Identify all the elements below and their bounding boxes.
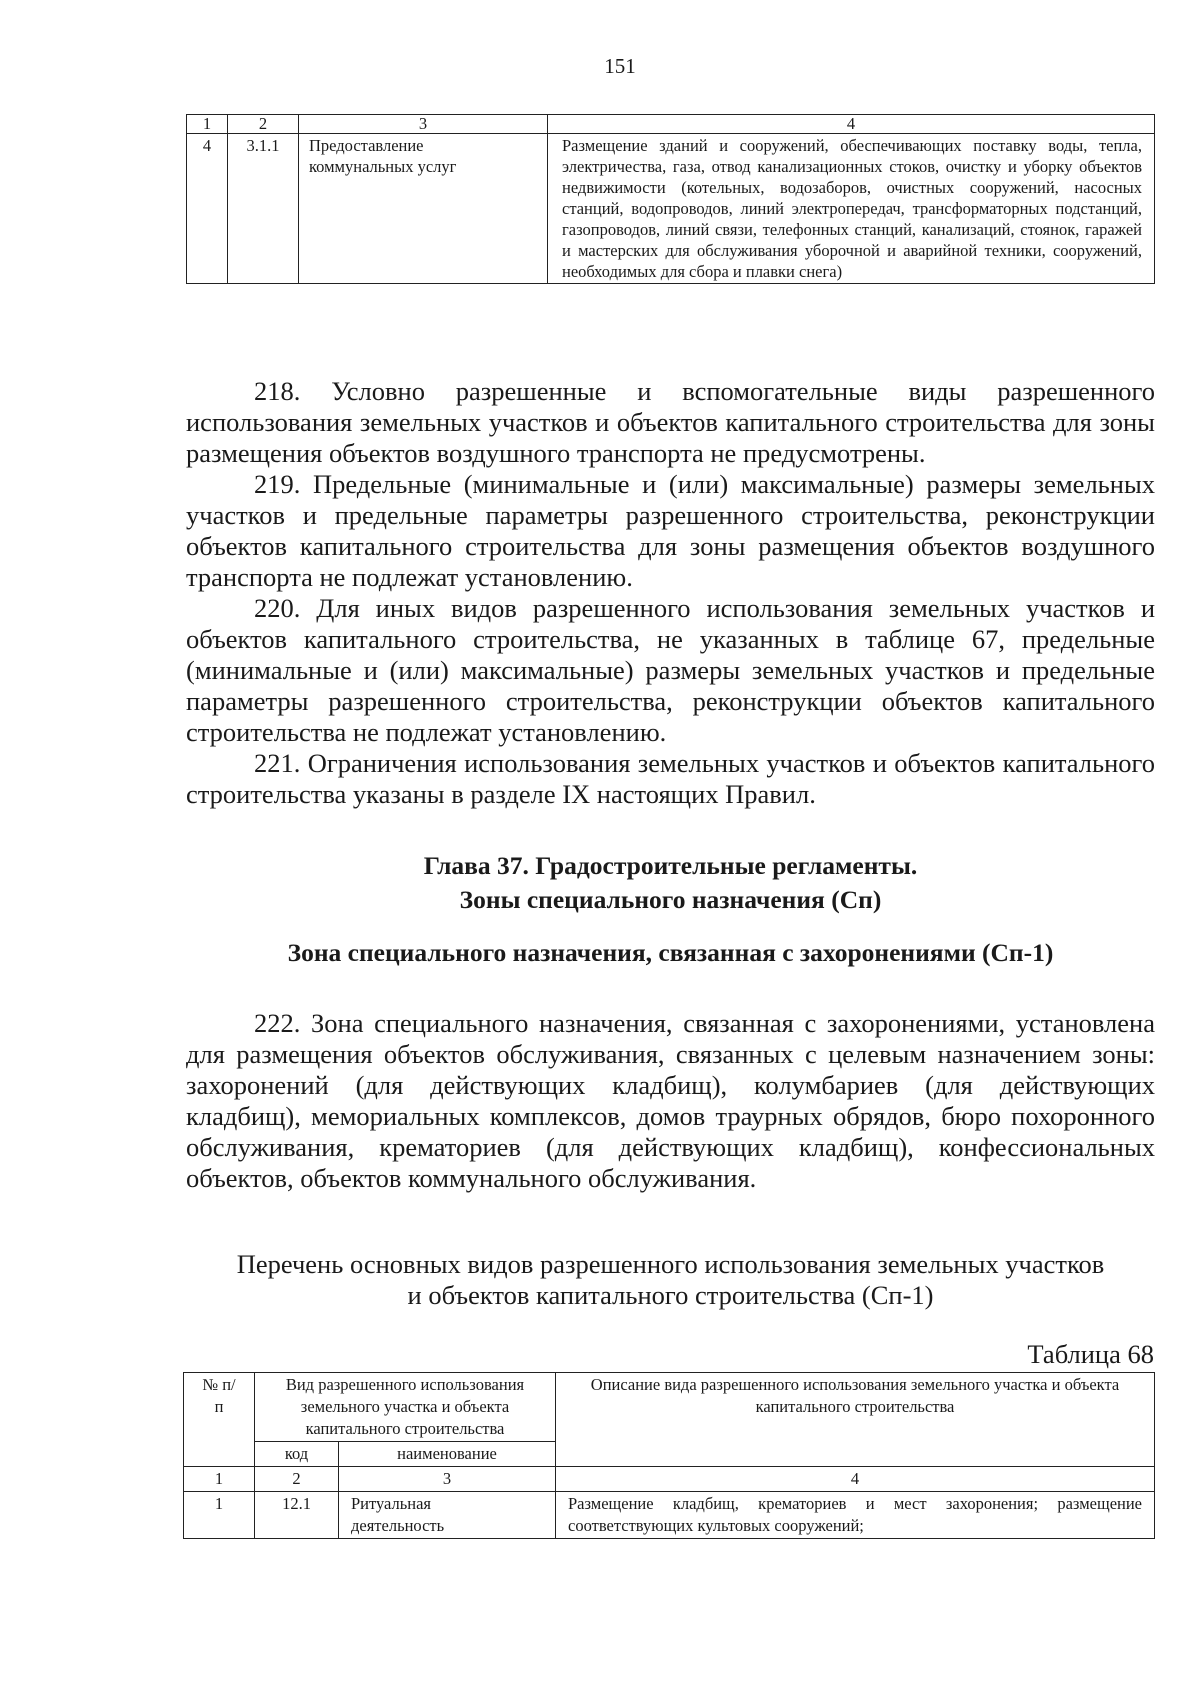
list-title-line-2: и объектов капитального строительства (Сп-1) — [407, 1280, 934, 1310]
header-description: Описание вида разрешенного использования земельного участка и объекта капитального строительства — [556, 1373, 1155, 1467]
subheader-code: код — [255, 1442, 339, 1467]
table-row — [184, 1492, 1155, 1539]
row-description: Размещение зданий и сооружений, обеспечивающих поставку воды, тепла, электричества, газа, отвод канализационных стоков, очистку и уборку объектов недвижимости (котельных, водозаборов, очистных сооружений, насосных станций, водопроводов, линий электропередач, трансформаторных подстанций, газопроводов, линий связи, телефонных станций, канализаций, стоянок, гаражей и мастерских для обслуживания уборочной и аварийной техники, сооружений, необходимых для сбора и плавки снега) — [548, 134, 1155, 284]
paragraphs-218-221 — [186, 376, 1155, 810]
row-description: Размещение кладбищ, крематориев и мест захоронения; размещение соответствующих культовых сооружений; — [556, 1492, 1155, 1539]
header-type: Вид разрешенного использования земельного участка и объекта капитального строительства — [255, 1373, 556, 1442]
header-cell: 2 — [228, 115, 299, 134]
row-number: 4 — [187, 134, 228, 284]
header-cell: 4 — [548, 115, 1155, 134]
header-cell: 1 — [187, 115, 228, 134]
row-number: 1 — [184, 1492, 255, 1539]
paragraph-221: 221. Ограничения использования земельных участков и объектов капитального строительства указаны в разделе IX настоящих Правил. — [186, 748, 1155, 809]
chapter-title-line-2: Зоны специального назначения (Сп) — [459, 885, 882, 914]
chapter-title-line-1: Глава 37. Градостроительные регламенты. — [423, 851, 918, 880]
row-code: 12.1 — [255, 1492, 339, 1539]
paragraph-222: 222. Зона специального назначения, связанная с захоронениями, установлена для размещения объектов обслуживания, связанных с целевым назначением зоны: захоронений (для действующих кладбищ), колумбариев (для действующих кладбищ), мемориальных комплексов, домов траурных обрядов, бюро похоронного обслуживания, крематориев (для действующих кладбищ), конфессиональных объектов, объектов коммунального обслуживания. — [186, 1008, 1155, 1193]
column-number: 2 — [255, 1467, 339, 1492]
row-name: Ритуальная деятельность — [339, 1492, 556, 1539]
list-title-line-1: Перечень основных видов разрешенного использования земельных участков — [236, 1249, 1105, 1279]
table-label: Таблица 68 — [1027, 1339, 1154, 1369]
table-header-row — [187, 115, 1155, 134]
table-continued — [186, 114, 1155, 284]
list-title — [186, 1249, 1155, 1311]
header-num: № п/п — [184, 1373, 255, 1467]
paragraph-218: 218. Условно разрешенные и вспомогательные виды разрешенного использования земельных участков и объектов капитального строительства для зоны размещения объектов воздушного транспорта не предусмотрены. — [186, 376, 1155, 468]
table-numbers-row — [184, 1467, 1155, 1492]
column-number: 4 — [556, 1467, 1155, 1492]
row-name: Предоставление коммунальных услуг — [299, 134, 548, 284]
table-68 — [183, 1372, 1155, 1539]
column-number: 3 — [339, 1467, 556, 1492]
paragraph-220: 220. Для иных видов разрешенного использования земельных участков и объектов капитального строительства, не указанных в таблице 67, предельные (минимальные и (или) максимальные) размеры земельных участков и предельные параметры разрешенного строительства, реконструкции объектов капитального строительства не подлежат установлению. — [186, 593, 1155, 747]
paragraph-222-block — [186, 1008, 1155, 1194]
paragraph-219: 219. Предельные (минимальные и (или) максимальные) размеры земельных участков и предельные параметры разрешенного строительства, реконструкции объектов капитального строительства для зоны размещения объектов воздушного транспорта не подлежат установлению. — [186, 469, 1155, 592]
page-number: 151 — [604, 54, 636, 78]
table-header-row — [184, 1373, 1155, 1442]
row-code: 3.1.1 — [228, 134, 299, 284]
table-row — [187, 134, 1155, 284]
zone-title: Зона специального назначения, связанная с захоронениями (Сп-1) — [287, 938, 1054, 967]
chapter-title — [186, 849, 1155, 917]
header-cell: 3 — [299, 115, 548, 134]
subheader-name: наименование — [339, 1442, 556, 1467]
column-number: 1 — [184, 1467, 255, 1492]
